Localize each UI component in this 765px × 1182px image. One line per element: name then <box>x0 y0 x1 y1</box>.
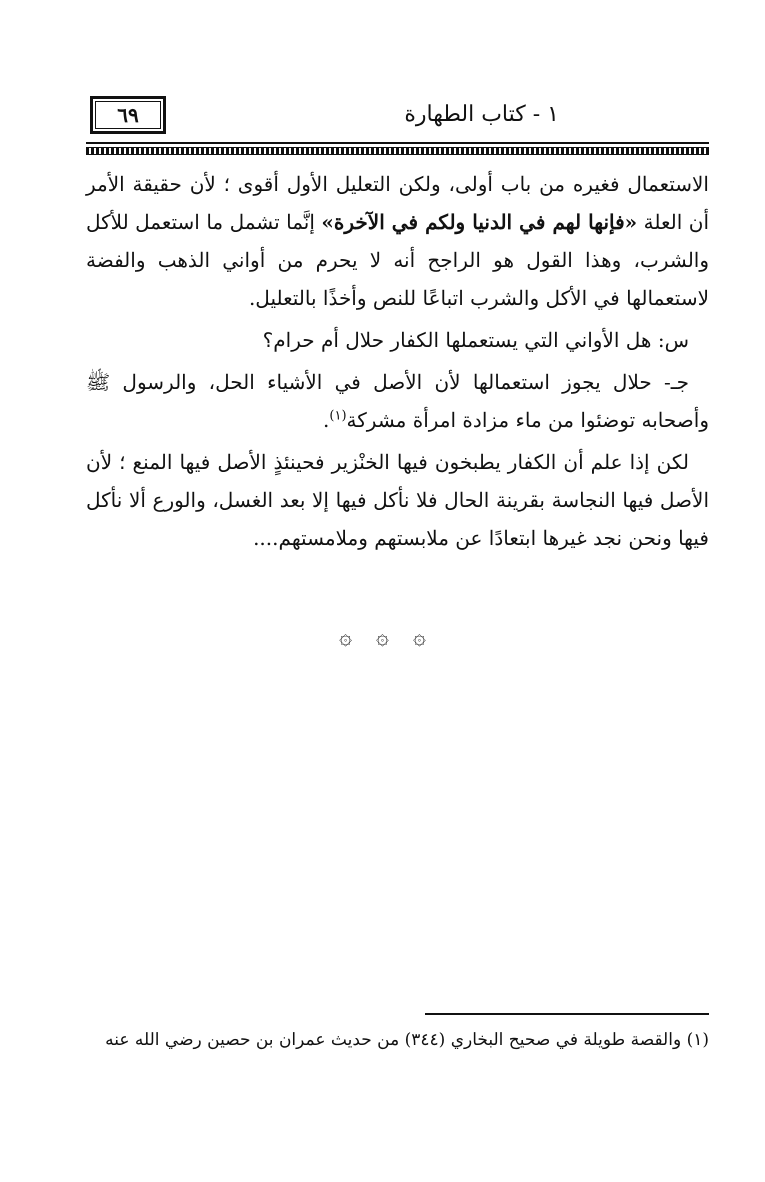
page-header <box>86 92 709 140</box>
footnote-ref: (١) <box>329 408 347 424</box>
ornament-icon: ۞ <box>339 625 353 650</box>
page-number-box <box>90 96 166 134</box>
paragraph-last: لكن إذا علم أن الكفار يطبخون فيها الخنْزير فحينئذٍ الأصل فيها المنع ؛ لأن الأصل فيها النجاسة بقرينة الحال فلا نأكل فيها إلا بعد الغسل، والورع ألا نأكل فيها ونحن نجد غيرها ابتعادًا عن ملابستهم وملامستهم.... <box>86 450 709 550</box>
paragraph-intro <box>86 165 709 317</box>
page-number: ٦٩ <box>95 101 161 129</box>
ornament-icon: ۞ <box>412 625 426 650</box>
header-ornamental-rule <box>86 147 709 155</box>
footnote-rule <box>425 1013 709 1015</box>
body-text <box>86 165 709 561</box>
line-2b: إنَّما تشمل ما استعمل للأكل والشرب، <box>86 210 710 272</box>
answer-end: . <box>323 408 330 432</box>
answer <box>86 363 709 439</box>
question: س: هل الأواني التي يستعملها الكفار حلال أم حرام؟ <box>262 328 689 352</box>
line-3: وهذا القول هو الراجح أنه لا يحرم من أواني الذهب والفضة لاستعمالها في الأكل والشرب اتباعًا للنص وأخذًا بالتعليل. <box>86 248 709 310</box>
line-1: الاستعمال فغيره من باب أولى، ولكن التعليل الأول أقوى ؛ لأن حقيقة الأمر أن <box>86 172 710 234</box>
ornament-icon: ۞ <box>376 625 389 650</box>
hadith-quote: «فإنها لهم في الدنيا ولكم في الآخرة» <box>321 210 638 234</box>
chapter-title: ١ - كتاب الطهارة <box>404 102 559 127</box>
line-2a: العلة <box>643 210 683 234</box>
section-ornaments <box>0 625 765 650</box>
footnote: (١) والقصة طويلة في صحيح البخاري (٣٤٤) من حديث عمران بن حصين رضي الله عنه <box>105 1030 709 1050</box>
header-rule <box>86 142 709 144</box>
answer-text: جـ- حلال يجوز استعمالها لأن الأصل في الأشياء الحل، والرسول ﷺ وأصحابه توضئوا من ماء مزادة امرأة مشركة <box>86 370 709 432</box>
